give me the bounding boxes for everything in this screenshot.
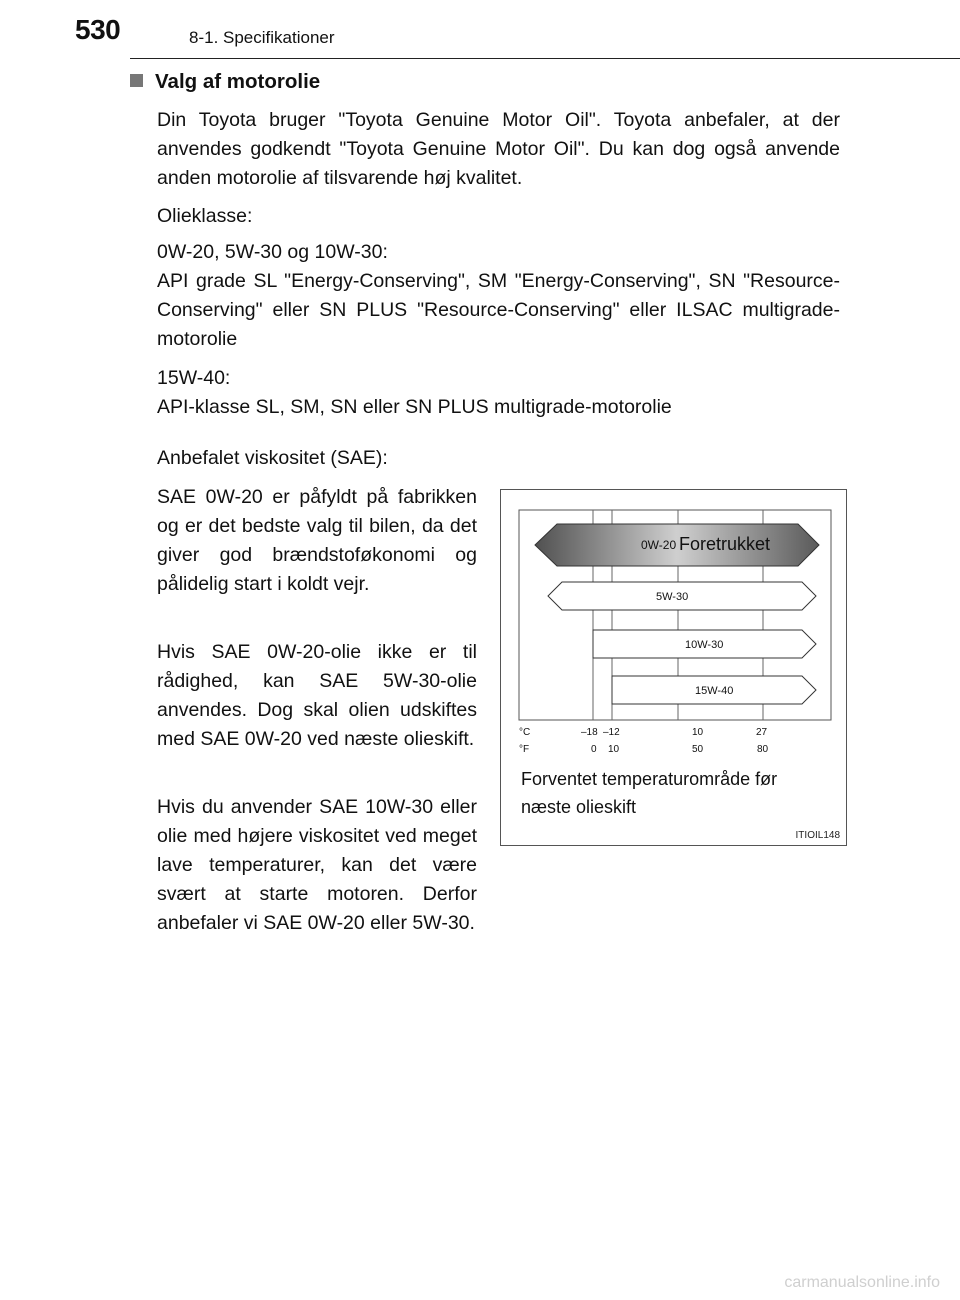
viscosity-chart [500,489,847,846]
grade1-heading: 0W-20, 5W-30 og 10W-30: [157,241,388,263]
preferred-label: Foretrukket [679,534,771,554]
para1 [157,483,477,599]
band-15w-40-label: 15W-40 [695,685,734,697]
section-title: Valg af motorolie [155,70,321,93]
figure-code: ITIOIL148 [795,830,840,841]
celsius-unit: °C [519,727,531,738]
grade2-heading: 15W-40: [157,367,231,389]
grade2-block [157,364,840,422]
celsius-tick: 27 [756,727,768,738]
fahrenheit-tick: 80 [757,744,769,755]
para2 [157,638,477,754]
oil-class-label [157,202,840,231]
section-heading [130,70,320,94]
para3 [157,793,477,938]
celsius-tick: –18 [581,727,598,738]
para2-text: Hvis SAE 0W-20-olie ikke er til rådighed, kan SAE 5W-30-olie anvendes. Dog skal olien udskiftes med SAE 0W-20 ved næste olieskift. [157,641,477,750]
chapter-title: 8-1. Specifikationer [189,28,335,47]
intro-paragraph [157,106,840,193]
viscosity-text: Anbefalet viskositet (SAE): [157,447,388,469]
fahrenheit-unit: °F [519,744,530,755]
celsius-tick: –12 [603,727,620,738]
viscosity-label [157,444,840,473]
band-0w-20-label: 0W-20 [641,538,677,552]
section-bullet-icon [130,74,143,87]
fahrenheit-tick: 50 [692,744,704,755]
oil-class-text: Olieklasse: [157,205,253,227]
watermark: carmanualsonline.info [784,1274,940,1291]
grade2-text: API-klasse SL, SM, SN eller SN PLUS multigrade-motorolie [157,396,672,418]
para1-text: SAE 0W-20 er påfyldt på fabrikken og er det bedste valg til bilen, da det giver god brændstoføkonomi og pålidelig start i koldt vejr. [157,486,477,595]
grade1-text: API grade SL "Energy-Conserving", SM "Energy-Conserving", SN "Resource-Conserving" eller SN PLUS "Resource-Conserving" eller ILSAC multigrade-motorolie [157,270,840,350]
fahrenheit-tick: 0 [591,744,597,755]
page-number: 530 [75,14,121,45]
band-10w-30-label: 10W-30 [685,639,724,651]
intro-text: Din Toyota bruger "Toyota Genuine Motor Oil". Toyota anbefaler, at der anvendes godkendt "Toyota Genuine Motor Oil". Du kan dog også anvende anden motorolie af tilsvarende høj kvalitet. [157,109,840,189]
grade1-block [157,238,840,354]
band-5w-30-label: 5W-30 [656,591,689,603]
band-0w-20 [535,524,819,566]
fahrenheit-tick: 10 [608,744,620,755]
figure-caption: Forventet temperaturområde før næste olieskift [521,769,778,817]
para3-text: Hvis du anvender SAE 10W-30 eller olie med højere viskositet ved meget lave temperaturer, kan det være svært at starte motoren. Derfor anbefaler vi SAE 0W-20 eller 5W-30. [157,796,477,934]
celsius-tick: 10 [692,727,704,738]
header-rule [130,58,960,59]
